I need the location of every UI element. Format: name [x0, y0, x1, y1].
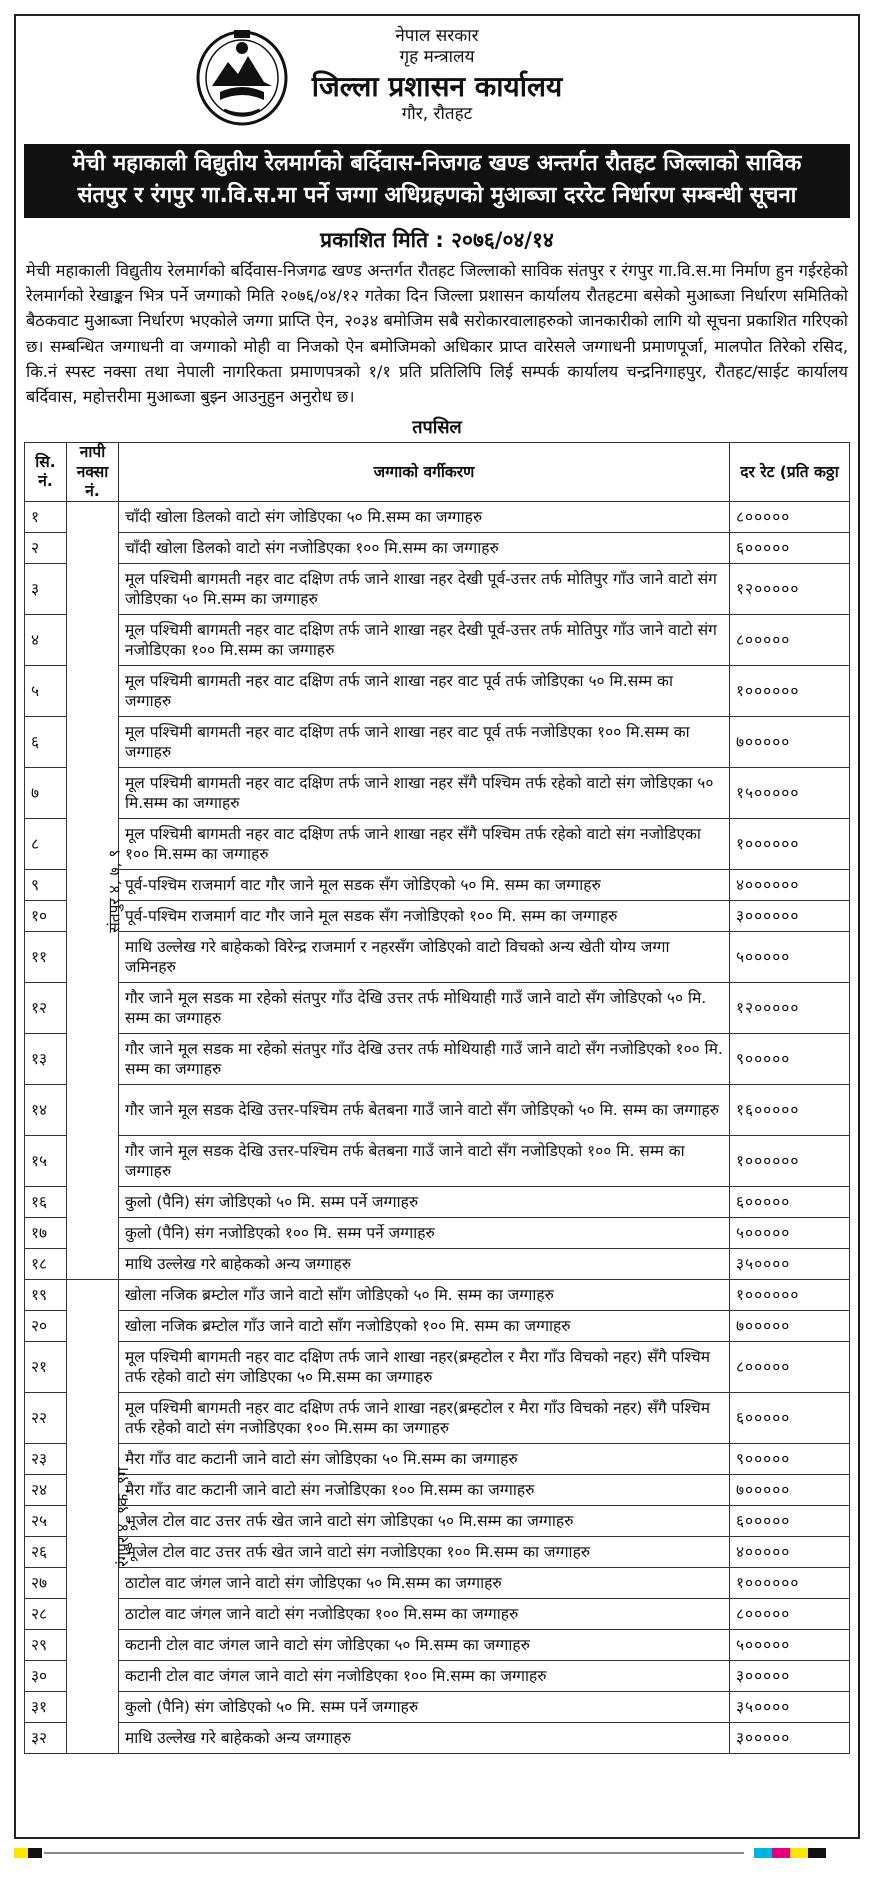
serial-cell: ३०	[25, 1661, 67, 1692]
table-row	[25, 615, 850, 666]
serial-cell: १	[25, 502, 67, 533]
serial-cell: ३	[25, 564, 67, 615]
serial-cell: २२	[25, 1393, 67, 1444]
table-row	[25, 1085, 850, 1136]
rate-cell: ५०००००	[730, 1630, 850, 1661]
rate-cell: ६०००००	[730, 1506, 850, 1537]
classification-cell: माथि उल्लेख गरे बाहेकको अन्य जग्गाहरु	[119, 1249, 730, 1280]
classification-cell: गौर जाने मूल सडक देखि उत्तर-पश्चिम तर्फ बेतबना गाउँ जाने वाटो सँग नजोडिएको १०० मि. सम्म का जग्गाहरु	[119, 1136, 730, 1187]
classification-cell: पूर्व-पश्चिम राजमार्ग वाट गौर जाने मूल सडक सँग जोडिएको ५० मि. सम्म का जग्गाहरु	[119, 870, 730, 901]
map-number-label: संतपुर ४, ७, ९	[105, 849, 124, 933]
classification-cell: मूल पश्चिमी बागमती नहर वाट दक्षिण तर्फ जाने शाखा नहर देखी पूर्व-उत्तर तर्फ मोतिपुर गाँउ जाने वाटो संग जोडिएका ५० मि.सम्म का जग्गाहरु	[119, 564, 730, 615]
table-row	[25, 1187, 850, 1218]
classification-cell: गौर जाने मूल सडक मा रहेको संतपुर गाँउ देखि उत्तर तर्फ मोथियाही गाउँ जाने वाटो सँग नजोडिएको १०० मि. सम्म का जग्गाहरु	[119, 1034, 730, 1085]
table-row	[25, 1311, 850, 1342]
serial-cell: ८	[25, 819, 67, 870]
rate-cell: ८०००००	[730, 1599, 850, 1630]
table-row	[25, 564, 850, 615]
table-row	[25, 1034, 850, 1085]
ministry-name: गृह मन्त्रालय	[399, 47, 475, 68]
classification-cell: माथि उल्लेख गरे बाहेकको अन्य जग्गाहरु	[119, 1723, 730, 1754]
table-row	[25, 1568, 850, 1599]
table-row	[25, 1661, 850, 1692]
rate-cell: ४०००००	[730, 1537, 850, 1568]
rate-cell: ५०००००	[730, 1218, 850, 1249]
table-row	[25, 1280, 850, 1311]
classification-cell: मूल पश्चिमी बागमती नहर वाट दक्षिण तर्फ जाने शाखा नहर(ब्रम्हटोल र मैरा गाँउ विचको नहर) सँगै पश्चिम तर्फ रहेको वाटो संग नजोडिएका १०० मि.सम्म का जग्गाहरु	[119, 1393, 730, 1444]
serial-cell: ६	[25, 717, 67, 768]
rate-cell: १२०००००	[730, 564, 850, 615]
table-row	[25, 983, 850, 1034]
rate-cell: ६०००००	[730, 1393, 850, 1444]
print-registration-bar	[14, 1848, 860, 1858]
classification-cell: भूजेल टोल वाट उत्तर तर्फ खेत जाने वाटो संग नजोडिएका १०० मि.सम्म का जग्गाहरु	[119, 1537, 730, 1568]
classification-cell: चाँदी खोला डिलको वाटो संग नजोडिएका १०० मि.सम्म का जग्गाहरु	[119, 533, 730, 564]
serial-cell: १८	[25, 1249, 67, 1280]
title-line-2: संतपुर र रंगपुर गा.वि.स.मा पर्ने जग्गा अधिग्रहणको मुआब्जा दररेट निर्धारण सम्बन्धी सूचना	[77, 182, 797, 208]
table-row	[25, 768, 850, 819]
serial-cell: १३	[25, 1034, 67, 1085]
rate-cell: ३००००००	[730, 901, 850, 932]
serial-cell: ३२	[25, 1723, 67, 1754]
rate-cell: १५०००००	[730, 768, 850, 819]
rate-cell: ९०००००	[730, 1034, 850, 1085]
rate-cell: ७०००००	[730, 1311, 850, 1342]
table-row	[25, 870, 850, 901]
serial-cell: १९	[25, 1280, 67, 1311]
serial-cell: २३	[25, 1444, 67, 1475]
rate-cell: ३०००००	[730, 1723, 850, 1754]
classification-cell: चाँदी खोला डिलको वाटो संग जोडिएका ५० मि.सम्म का जग्गाहरु	[119, 502, 730, 533]
classification-cell: मूल पश्चिमी बागमती नहर वाट दक्षिण तर्फ जाने शाखा नहर देखी पूर्व-उत्तर तर्फ मोतिपुर गाँउ जाने वाटो संग नजोडिएका १०० मि.सम्म का जग्गाहरु	[119, 615, 730, 666]
serial-cell: २८	[25, 1599, 67, 1630]
rate-cell: ८०००००	[730, 502, 850, 533]
table-header-row	[25, 443, 850, 502]
serial-cell: २१	[25, 1342, 67, 1393]
notice-title	[24, 144, 850, 218]
rate-cell: १२०००००	[730, 983, 850, 1034]
table-row	[25, 1537, 850, 1568]
rate-cell: १००००००	[730, 1568, 850, 1599]
classification-cell: कुलो (पैनि) संग नजोडिएको १०० मि. सम्म पर्ने जग्गाहरु	[119, 1218, 730, 1249]
map-group-rangpur	[67, 1280, 132, 1754]
notice-body: मेची महाकाली विद्युतीय रेलमार्गको बर्दिवास-निजगढ खण्ड अन्तर्गत रौतहट जिल्लाको साविक संतपुर र रंगपुर गा.वि.स.मा निर्माण हुन गईरहेको रेलमार्गको रेखाङ्कन भित्र पर्ने जग्गाको मिति २०७६/०४/१२ गतेका दिन जिल्ला प्रशासन कार्यालय रौतहटमा बसेको मुआब्जा निर्धारण समितिको बैठकवाट मुआब्जा निर्धारण भएकोले जग्गा प्राप्ति ऐन, २०३४ बमोजिम सबै सरोकारवालाहरुको जानकारीको लागि यो सूचना प्रकाशित गरिएको छ। सम्बन्धित जग्गाधनी वा जग्गाको मोही वा निजको ऐन बमोजिमको अधिकार प्राप्त वारेसले जग्गाधनी प्रमाणपूर्जा, मालपोत तिरेको रसिद, कि.नं स्पस्ट नक्सा तथा नेपाली नागरिकता प्रमाणपत्रको १/१ प्रति प्रतिलिपि लिई सम्पर्क कार्यालय चन्द्रनिगाहपुर, रौतहट/साईट कार्यालय बर्दिवास, महोत्तरीमा मुआब्जा बुझ्न आउनुहुन अनुरोध छ।	[26, 260, 848, 407]
rate-cell: ९०००००	[730, 1444, 850, 1475]
serial-cell: २	[25, 533, 67, 564]
serial-cell: २६	[25, 1537, 67, 1568]
table-row	[25, 666, 850, 717]
rate-cell: ८०००००	[730, 615, 850, 666]
classification-cell: ठाटोल वाट जंगल जाने वाटो संग जोडिएका ५० मि.सम्म का जग्गाहरु	[119, 1568, 730, 1599]
rate-cell: ७०००००	[730, 717, 850, 768]
serial-cell: २०	[25, 1311, 67, 1342]
published-date: प्रकाशित मिति : २०७६/०४/१४	[320, 227, 554, 252]
schedule-title: तपसिल	[412, 417, 462, 439]
serial-cell: ४	[25, 615, 67, 666]
table-row	[25, 1218, 850, 1249]
table-row	[25, 502, 850, 533]
office-location: गौर, रौतहट	[401, 103, 473, 124]
map-group-santapur	[67, 502, 124, 1280]
rate-cell: ४००००००	[730, 870, 850, 901]
table-row	[25, 533, 850, 564]
government-name: नेपाल सरकार	[395, 26, 479, 46]
classification-cell: गौर जाने मूल सडक देखि उत्तर-पश्चिम तर्फ बेतबना गाउँ जाने वाटो सँग जोडिएको ५० मि. सम्म का जग्गाहरु	[119, 1085, 730, 1136]
serial-cell: १६	[25, 1187, 67, 1218]
serial-cell: ७	[25, 768, 67, 819]
rate-cell: १००००००	[730, 1280, 850, 1311]
rate-cell: ६०००००	[730, 1187, 850, 1218]
classification-cell: कटानी टोल वाट जंगल जाने वाटो संग जोडिएका ५० मि.सम्म का जग्गाहरु	[119, 1630, 730, 1661]
serial-cell: ९	[25, 870, 67, 901]
rate-cell: ८०००००	[730, 1342, 850, 1393]
map-number-label: रंगपुर ४, ९क, ९ग	[113, 1467, 132, 1567]
table-row	[25, 819, 850, 870]
serial-cell: २९	[25, 1630, 67, 1661]
rate-cell: ३०००००	[730, 1661, 850, 1692]
table-row	[25, 717, 850, 768]
classification-cell: कुलो (पैनि) संग जोडिएको ५० मि. सम्म पर्ने जग्गाहरु	[119, 1187, 730, 1218]
rate-cell: १००००००	[730, 819, 850, 870]
table-row	[25, 901, 850, 932]
classification-cell: कटानी टोल वाट जंगल जाने वाटो संग नजोडिएका १०० मि.सम्म का जग्गाहरु	[119, 1661, 730, 1692]
classification-cell: खोला नजिक ब्रम्टोल गाँउ जाने वाटो साँग नजोडिएको १०० मि. सम्म का जग्गाहरु	[119, 1311, 730, 1342]
rate-cell: ५०००००	[730, 932, 850, 983]
table-row	[25, 1393, 850, 1444]
rate-cell: ३५००००	[730, 1692, 850, 1723]
classification-cell: माथि उल्लेख गरे बाहेकको विरेन्द्र राजमार्ग र नहरसँग जोडिएको वाटो विचको अन्य खेती योग्य जग्गा जमिनहरु	[119, 932, 730, 983]
rate-cell: १००००००	[730, 666, 850, 717]
classification-cell: मैरा गाँउ वाट कटानी जाने वाटो संग नजोडिएका १०० मि.सम्म का जग्गाहरु	[119, 1475, 730, 1506]
serial-cell: ११	[25, 932, 67, 983]
serial-cell: २४	[25, 1475, 67, 1506]
rate-cell: ६०००००	[730, 533, 850, 564]
classification-cell: मूल पश्चिमी बागमती नहर वाट दक्षिण तर्फ जाने शाखा नहर वाट पूर्व तर्फ जोडिएका ५० मि.सम्म का जग्गाहरु	[119, 666, 730, 717]
title-line-1: मेची महाकाली विद्युतीय रेलमार्गको बर्दिवास-निजगढ खण्ड अन्तर्गत रौतहट जिल्लाको साविक	[72, 151, 802, 176]
table-row	[25, 1342, 850, 1393]
classification-cell: भूजेल टोल वाट उत्तर तर्फ खेत जाने वाटो संग जोडिएका ५० मि.सम्म का जग्गाहरु	[119, 1506, 730, 1537]
rate-cell: ३५००००	[730, 1249, 850, 1280]
table-row	[25, 1723, 850, 1754]
classification-cell: खोला नजिक ब्रम्टोल गाँउ जाने वाटो साँग जोडिएको ५० मि. सम्म का जग्गाहरु	[119, 1280, 730, 1311]
classification-cell: ठाटोल वाट जंगल जाने वाटो संग नजोडिएका १०० मि.सम्म का जग्गाहरु	[119, 1599, 730, 1630]
table-row	[25, 1506, 850, 1537]
notice-header	[16, 16, 858, 144]
table-row	[25, 1249, 850, 1280]
classification-cell: मूल पश्चिमी बागमती नहर वाट दक्षिण तर्फ जाने शाखा नहर वाट पूर्व तर्फ नजोडिएका १०० मि.सम्म का जग्गाहरु	[119, 717, 730, 768]
classification-cell: मूल पश्चिमी बागमती नहर वाट दक्षिण तर्फ जाने शाखा नहर सँगै पश्चिम तर्फ रहेको वाटो संग नजोडिएका १०० मि.सम्म का जग्गाहरु	[119, 819, 730, 870]
classification-cell: मूल पश्चिमी बागमती नहर वाट दक्षिण तर्फ जाने शाखा नहर(ब्रम्हटोल र मैरा गाँउ विचको नहर) सँगै पश्चिम तर्फ रहेको वाटो संग जोडिएका ५० मि.सम्म का जग्गाहरु	[119, 1342, 730, 1393]
rate-cell: १००००००	[730, 1136, 850, 1187]
table-row	[25, 1136, 850, 1187]
serial-cell: २५	[25, 1506, 67, 1537]
rate-cell: १६०००००	[730, 1085, 850, 1136]
serial-cell: १०	[25, 901, 67, 932]
table-row	[25, 1630, 850, 1661]
rate-table-body	[25, 502, 850, 1754]
header-classification: जग्गाको वर्गीकरण	[119, 443, 730, 502]
serial-cell: १७	[25, 1218, 67, 1249]
rate-cell: ७०००००	[730, 1475, 850, 1506]
table-row	[25, 932, 850, 983]
classification-cell: गौर जाने मूल सडक मा रहेको संतपुर गाँउ देखि उत्तर तर्फ मोथियाही गाउँ जाने वाटो सँग जोडिएको ५० मि. सम्म का जग्गाहरु	[119, 983, 730, 1034]
serial-cell: २७	[25, 1568, 67, 1599]
header-map: नापी नक्सा नं.	[67, 443, 119, 502]
header-serial: सि. नं.	[25, 443, 67, 502]
classification-cell: मूल पश्चिमी बागमती नहर वाट दक्षिण तर्फ जाने शाखा नहर सँगै पश्चिम तर्फ रहेको वाटो संग जोडिएका ५० मि.सम्म का जग्गाहरु	[119, 768, 730, 819]
table-row	[25, 1444, 850, 1475]
notice-frame	[14, 14, 860, 1839]
table-row	[25, 1599, 850, 1630]
classification-cell: कुलो (पैनि) संग जोडिएको ५० मि. सम्म पर्ने जग्गाहरु	[119, 1692, 730, 1723]
serial-cell: १५	[25, 1136, 67, 1187]
serial-cell: १२	[25, 983, 67, 1034]
classification-cell: मैरा गाँउ वाट कटानी जाने वाटो संग जोडिएका ५० मि.सम्म का जग्गाहरु	[119, 1444, 730, 1475]
serial-cell: ३१	[25, 1692, 67, 1723]
office-name: जिल्ला प्रशासन कार्यालय	[311, 69, 563, 103]
table-row	[25, 1475, 850, 1506]
serial-cell: ५	[25, 666, 67, 717]
header-rate: दर रेट (प्रति कठ्ठा	[730, 443, 850, 502]
table-row	[25, 1692, 850, 1723]
rate-table	[24, 442, 850, 1754]
serial-cell: १४	[25, 1085, 67, 1136]
classification-cell: पूर्व-पश्चिम राजमार्ग वाट गौर जाने मूल सडक सँग नजोडिएको १०० मि. सम्म का जग्गाहरु	[119, 901, 730, 932]
